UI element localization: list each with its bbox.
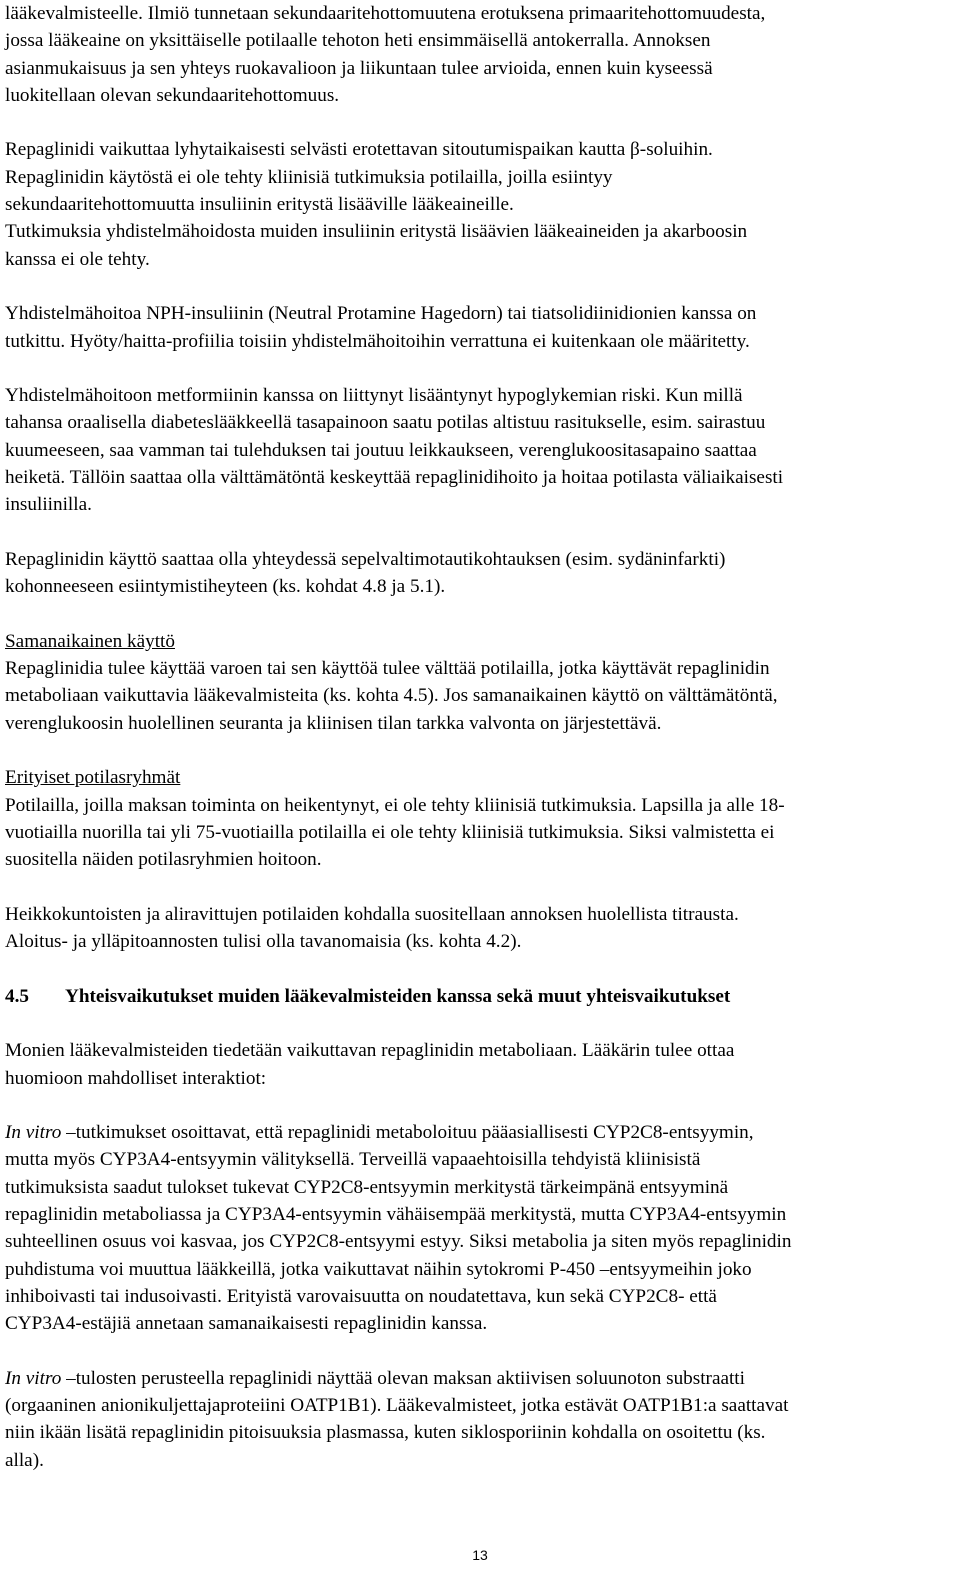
page-number: 13 [472, 1547, 488, 1563]
in-vitro-italic: In vitro [5, 1122, 62, 1144]
text-line: CYP3A4-estäjiä annetaan samanaikaisesti repaglinidin kanssa. [5, 1313, 488, 1335]
text-line: heiketä. Tällöin saattaa olla välttämätöntä keskeyttää repaglinidihoito ja hoitaa potilasta väliaikaisesti [5, 467, 784, 489]
text-line: Aloitus- ja ylläpitoannosten tulisi olla tavanomaisia (ks. kohta 4.2). [5, 931, 522, 953]
text-line: Monien lääkevalmisteiden tiedetään vaikuttavan repaglinidin metaboliaan. Lääkärin tulee ottaa [5, 1040, 735, 1062]
text-line: vuotiailla nuorilla tai yli 75-vuotiailla potilailla ei ole tehty kliinisiä tutkimuksia. Siksi valmistetta ei [5, 821, 775, 843]
text-line: metaboliaan vaikuttavia lääkevalmisteita (ks. kohta 4.5). Jos samanaikainen käyttö on välttämätöntä, [5, 685, 778, 707]
text-line: luokitellaan olevan sekundaaritehottomuus. [5, 84, 340, 106]
text-line: Repaglinidia tulee käyttää varoen tai sen käyttöä tulee välttää potilailla, jotka käyttävät repaglinidin [5, 658, 770, 680]
weak-patients-paragraph [5, 901, 955, 956]
text-line: sekundaaritehottomuutta insuliinin eritystä lisääville lääkeaineille. [5, 194, 514, 216]
text-span: –tutkimukset osoittavat, että repaglinidi metaboloituu pääasiallisesti CYP2C8-entsyymin, [61, 1122, 754, 1144]
text-line: Repaglinidi vaikuttaa lyhytaikaisesti selvästi erotettavan sitoutumispaikan kautta β-soluihin. [5, 139, 713, 161]
text-line [5, 1365, 955, 1392]
section-number: 4.5 [5, 985, 29, 1007]
text-line: puhdistuma voi muuttua lääkkeillä, jotka vaikuttavat näihin sytokromi P-450 –entsyymeihin joko [5, 1258, 752, 1280]
document-page [5, 0, 955, 1474]
text-line: Repaglinidin käyttö saattaa olla yhteydessä sepelvaltimotautikohtauksen (esim. sydäninfarkti) [5, 548, 726, 570]
text-line: niin ikään lisätä repaglinidin pitoisuuksia plasmassa, kuten siklosporiinin kohdalla on osoitettu (ks. [5, 1422, 766, 1444]
text-line: kohonneeseen esiintymistiheyteen (ks. kohdat 4.8 ja 5.1). [5, 576, 446, 598]
cardio-paragraph [5, 546, 955, 601]
text-line: kuumeeseen, saa vamman tai tulehduksen tai joutuu leikkaukseen, verenglukoositasapaino saattaa [5, 439, 757, 461]
intro-paragraph [5, 0, 955, 109]
text-line: tutkimuksista saadut tulokset tukevat CYP2C8-entsyymin merkitystä tärkeimpänä entsyyminä [5, 1176, 729, 1198]
text-line: repaglinidin metaboliassa ja CYP3A4-entsyymin vähäisempää merkitystä, mutta CYP3A4-entsyymin [5, 1204, 787, 1226]
text-line: asianmukaisuus ja sen yhteys ruokavalioon ja liikuntaan tulee arvioida, ennen kuin kyseessä [5, 57, 713, 79]
text-line: insuliinilla. [5, 494, 92, 516]
metformin-paragraph [5, 382, 955, 518]
interactions-intro-paragraph [5, 1037, 955, 1092]
text-line: tahansa oraalisella diabeteslääkkeellä tasapainoon saatu potilas altistuu rasitukselle, esim. sairastuu [5, 412, 766, 434]
text-line: Yhdistelmähoitoon metformiinin kanssa on liittynyt lisääntynyt hypoglykemian riski. Kun millä [5, 385, 743, 407]
text-line: lääkevalmisteelle. Ilmiö tunnetaan sekundaaritehottomuutena erotuksena primaaritehottomuudesta, [5, 3, 766, 24]
text-line: Repaglinidin käytöstä ei ole tehty kliinisiä tutkimuksia potilailla, joilla esiintyy [5, 166, 613, 188]
text-line: Potilailla, joilla maksan toiminta on heikentynyt, ei ole tehty kliinisiä tutkimuksia. Lapsilla ja alle 18- [5, 794, 785, 816]
text-line: huomioon mahdolliset interaktiot: [5, 1067, 267, 1089]
in-vitro-oatp-paragraph [5, 1365, 955, 1474]
concomitant-use-section [5, 628, 955, 737]
text-span: –tulosten perusteella repaglinidi näyttää olevan maksan aktiivisen soluunoton substraatti [61, 1367, 745, 1389]
text-line: kanssa ei ole tehty. [5, 248, 150, 270]
in-vitro-italic: In vitro [5, 1367, 62, 1389]
text-line: verenglukoosin huolellinen seuranta ja kliinisen tilan tarkka valvonta on järjestettävä. [5, 712, 662, 734]
text-line: mutta myös CYP3A4-entsyymin välityksellä. Terveillä vapaaehtoisilla tehdyistä kliinisistä [5, 1149, 701, 1171]
section-title: Yhteisvaikutukset muiden lääkevalmisteiden kanssa sekä muut yhteisvaikutukset [65, 985, 731, 1007]
beta-paragraph [5, 136, 955, 272]
text-line [5, 1119, 955, 1146]
in-vitro-cyp-paragraph [5, 1119, 955, 1337]
special-populations-section [5, 764, 955, 873]
text-line: alla). [5, 1449, 44, 1471]
subheading-concomitant-use: Samanaikainen käyttö [5, 630, 175, 652]
section-heading [5, 983, 955, 1010]
text-line: Heikkokuntoisten ja aliravittujen potilaiden kohdalla suositellaan annoksen huolellista titrausta. [5, 903, 739, 925]
text-line: Tutkimuksia yhdistelmähoidosta muiden insuliinin eritystä lisäävien lääkeaineiden ja akarboosin [5, 221, 748, 243]
text-line: suhteellinen osuus voi kasvaa, jos CYP2C8-entsyymi estyy. Siksi metabolia ja siten myös repaglinidin [5, 1231, 792, 1253]
text-line: Yhdistelmähoitoa NPH-insuliinin (Neutral Protamine Hagedorn) tai tiatsolidiinidionien kanssa on [5, 303, 757, 325]
text-line: (orgaaninen anionikuljettajaproteiini OATP1B1). Lääkevalmisteet, jotka estävät OATP1B1:a saattavat [5, 1395, 789, 1417]
subheading-special-populations: Erityiset potilasryhmät [5, 767, 181, 789]
text-line: tutkittu. Hyöty/haitta-profiilia toisiin yhdistelmähoitoihin verrattuna ei kuitenkaan ole määritetty. [5, 330, 750, 352]
nph-paragraph [5, 300, 955, 355]
text-line: jossa lääkeaine on yksittäiselle potilaalle tehoton heti ensimmäisellä antokerralla. Annoksen [5, 30, 711, 52]
text-line: inhiboivasti tai indusoivasti. Erityistä varovaisuutta on noudatettava, kun sekä CYP2C8- että [5, 1285, 717, 1307]
text-line: suositella näiden potilasryhmien hoitoon. [5, 849, 322, 871]
